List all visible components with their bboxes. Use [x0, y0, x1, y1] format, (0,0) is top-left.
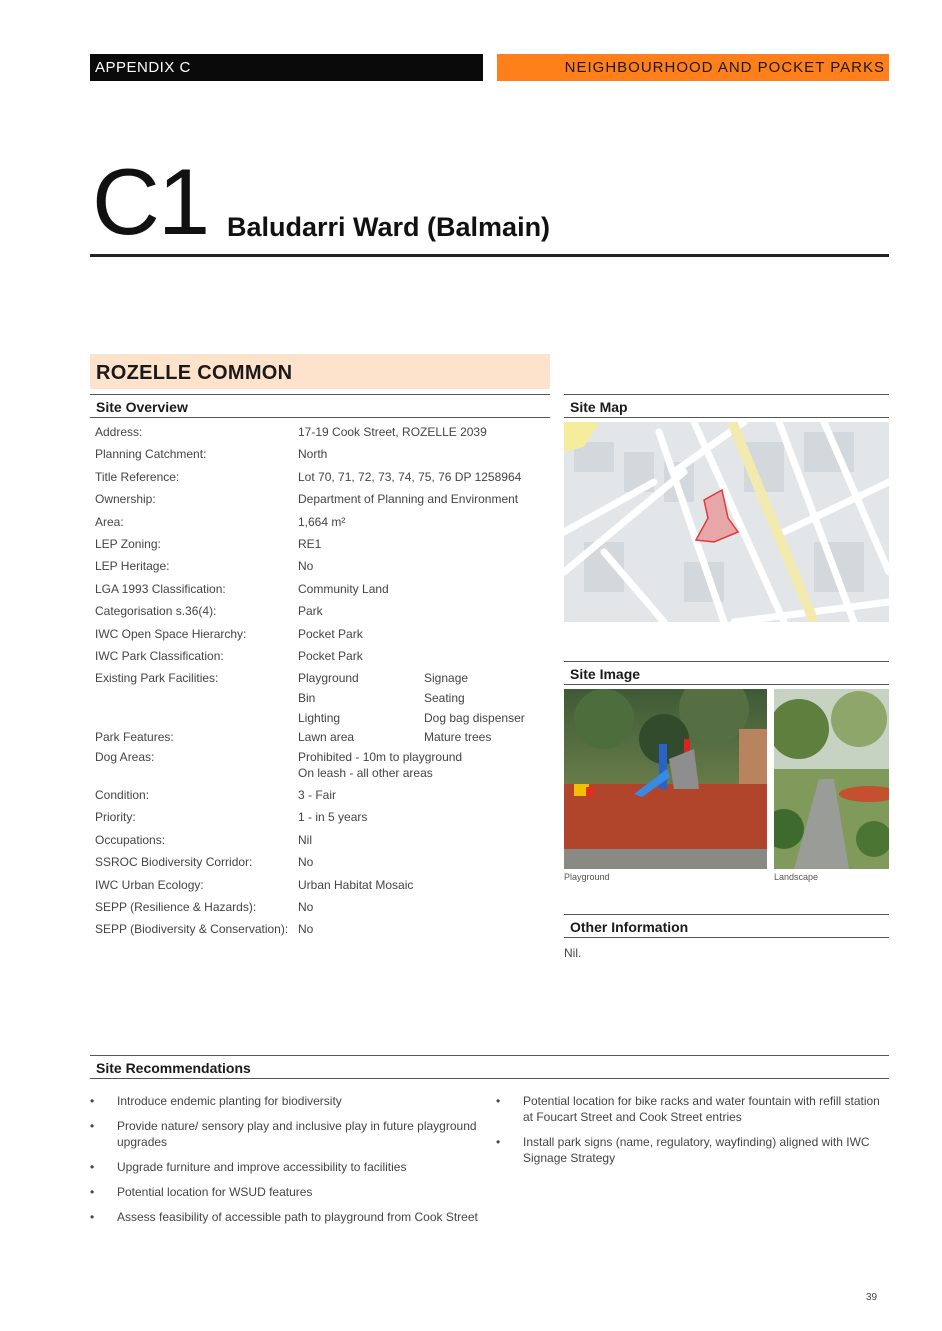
recommendations-heading: Site Recommendations — [90, 1055, 889, 1079]
overview-value: Pocket Park — [298, 626, 363, 641]
overview-value: Department of Planning and Environment — [298, 492, 519, 507]
features-label: Park Features: — [95, 730, 174, 744]
overview-value: 1 - in 5 years — [298, 810, 368, 825]
section-bar: NEIGHBOURHOOD AND POCKET PARKS — [497, 54, 889, 81]
overview-label: Address: — [95, 425, 143, 439]
playground-caption: Playground — [564, 872, 610, 882]
bullet-icon: • — [90, 1210, 95, 1224]
overview-value: Lot 70, 71, 72, 73, 74, 75, 76 DP 1258964 — [298, 469, 522, 484]
overview-value: No — [298, 922, 314, 937]
overview-label: SSROC Biodiversity Corridor: — [95, 855, 253, 870]
facilities-label: Existing Park Facilities: — [95, 671, 219, 685]
overview-value: 3 - Fair — [298, 788, 337, 802]
overview-label: SEPP (Biodiversity & Conservation): — [95, 922, 289, 937]
overview-label: IWC Urban Ecology: — [95, 877, 204, 892]
overview-value: 17-19 Cook Street, ROZELLE 2039 — [298, 425, 487, 439]
overview-label: IWC Park Classification: — [95, 649, 224, 663]
feature-item: Lawn area — [298, 730, 355, 744]
overview-value: No — [298, 900, 314, 914]
recommendation-text: Potential location for bike racks and water fountain with refill station at Foucart Street and Cook Street entries — [523, 1094, 880, 1124]
other-info-heading: Other Information — [564, 914, 889, 938]
overview-label: SEPP (Resilience & Hazards): — [95, 900, 257, 914]
overview-label: LEP Heritage: — [95, 559, 170, 574]
recommendation-text: Introduce endemic planting for biodiversity — [117, 1094, 342, 1108]
facility-item: Bin — [298, 691, 316, 705]
bullet-icon: • — [496, 1135, 501, 1149]
playground-photo — [564, 689, 767, 869]
overview-value: Community Land — [298, 581, 389, 596]
bullet-icon: • — [496, 1094, 501, 1108]
facility-item: Seating — [424, 691, 465, 705]
landscape-photo — [774, 689, 889, 869]
dog-areas-label: Dog Areas: — [95, 750, 155, 764]
overview-value: Urban Habitat Mosaic — [298, 877, 414, 892]
overview-label: Ownership: — [95, 492, 156, 507]
park-name: ROZELLE COMMON — [90, 354, 550, 389]
dog-areas-value: Prohibited - 10m to playground — [298, 750, 463, 764]
site-map-heading: Site Map — [564, 394, 889, 418]
site-map — [564, 422, 889, 622]
map-graphic — [564, 422, 889, 622]
overview-label: Planning Catchment: — [95, 447, 207, 462]
site-overview-heading: Site Overview — [90, 394, 550, 418]
landscape-caption: Landscape — [774, 872, 819, 882]
overview-value: Nil — [298, 832, 312, 847]
recommendation-text: Install park signs (name, regulatory, wayfinding) aligned with IWC Signage Strategy — [523, 1135, 870, 1165]
overview-value: No — [298, 559, 314, 574]
overview-value: Park — [298, 604, 323, 619]
site-image-heading: Site Image — [564, 661, 889, 685]
recommendation-text: Upgrade furniture and improve accessibility to facilities — [117, 1160, 407, 1174]
bullet-icon: • — [90, 1094, 95, 1108]
overview-value: 1,664 m² — [298, 514, 346, 529]
bullet-icon: • — [90, 1160, 95, 1174]
facility-item: Playground — [298, 671, 359, 685]
section-code: C1 — [92, 149, 209, 254]
overview-label: IWC Open Space Hierarchy: — [95, 626, 247, 641]
facility-item: Dog bag dispenser — [424, 711, 525, 725]
overview-value: Pocket Park — [298, 649, 363, 663]
overview-label: Priority: — [95, 810, 136, 825]
dog-areas-value: On leash - all other areas — [298, 766, 433, 780]
page-number: 39 — [866, 1292, 878, 1303]
other-info-text: Nil. — [564, 946, 582, 960]
overview-label: Condition: — [95, 788, 150, 802]
feature-item: Mature trees — [424, 730, 492, 744]
ward-title: Baludarri Ward (Balmain) — [227, 212, 551, 242]
recommendation-text: Assess feasibility of accessible path to playground from Cook Street — [117, 1210, 478, 1224]
overview-label: LEP Zoning: — [95, 537, 161, 551]
overview-value: RE1 — [298, 537, 322, 551]
overview-label: Area: — [95, 514, 124, 529]
recommendation-text: Potential location for WSUD features — [117, 1185, 313, 1199]
overview-label: Occupations: — [95, 832, 166, 847]
overview-label: Categorisation s.36(4): — [95, 604, 217, 619]
facility-item: Signage — [424, 671, 469, 685]
facility-item: Lighting — [298, 711, 341, 725]
overview-value: No — [298, 855, 314, 870]
overview-label: LGA 1993 Classification: — [95, 581, 226, 596]
overview-label: Title Reference: — [95, 469, 180, 484]
bullet-icon: • — [90, 1185, 95, 1199]
title-rule — [90, 254, 889, 257]
overview-value: North — [298, 447, 328, 462]
recommendation-text: Provide nature/ sensory play and inclusive play in future playground upgrades — [117, 1119, 477, 1149]
bullet-icon: • — [90, 1119, 95, 1133]
appendix-bar: APPENDIX C — [90, 54, 483, 81]
